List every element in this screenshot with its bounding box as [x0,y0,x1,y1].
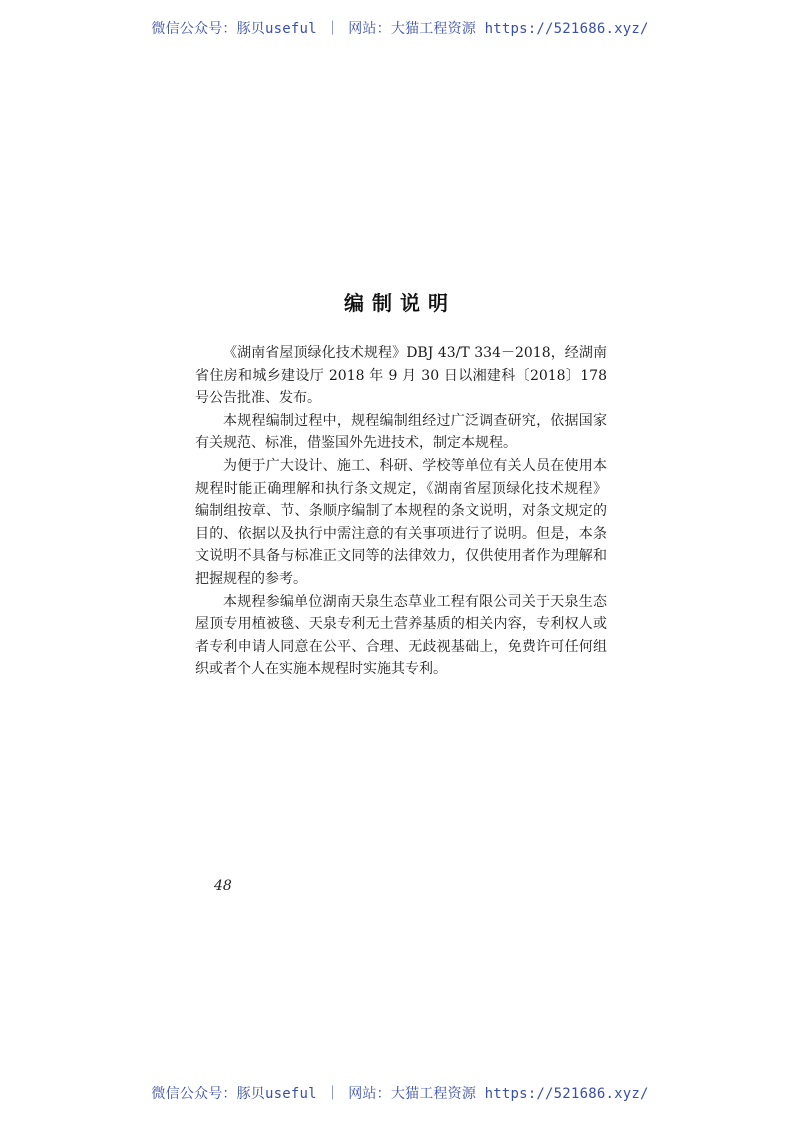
paragraph-2: 本规程编制过程中，规程编制组经过广泛调查研究，依据国家有关规范、标准，借鉴国外先进技术，制定本规程。 [195,412,607,452]
paragraph-3: 为便于广大设计、施工、科研、学校等单位有关人员在使用本规程时能正确理解和执行条文规定，《湖南省屋顶绿化技术规程》编制组按章、节、条顺序编制了本规程的条文说明，对条文规定的目的、依据以及执行中需注意的有关事项进行了说明。但是，本条文说明不具备与标准正文同等的法律效力，仅供使用者作为理解和把握规程的参考。 [195,457,607,587]
paragraph-4: 本规程参编单位湖南天泉生态草业工程有限公司关于天泉生态屋顶专用植被毯、天泉专利无土营养基质的相关内容，专利权人或者专利申请人同意在公平、合理、无歧视基础上，免费许可任何组织或者个人在实施本规程时实施其专利。 [195,593,607,678]
watermark-header: 微信公众号：豚贝useful ｜ 网站：大猫工程资源 https://521686.xyz/ [151,21,649,37]
body-text [195,342,607,681]
watermark-footer: 微信公众号：豚贝useful ｜ 网站：大猫工程资源 https://521686.xyz/ [151,1086,649,1102]
page-title: 编制说明 [344,291,456,315]
page-number: 48 [214,878,232,894]
paragraph-1: 《湖南省屋顶绿化技术规程》DBJ 43/T 334－2018，经湖南省住房和城乡建设厅 2018 年 9 月 30 日以湘建科〔2018〕178 号公告批准、发布。 [195,345,607,407]
